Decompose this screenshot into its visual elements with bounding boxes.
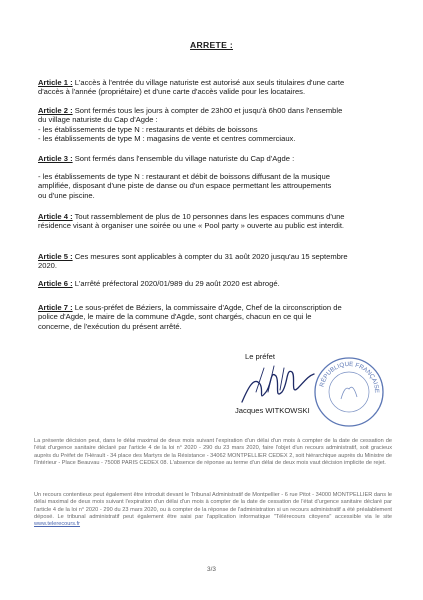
article-5 xyxy=(38,252,390,271)
article-4-label: Article 4 : xyxy=(38,212,73,221)
article-3-extra-line-3: ou d'une piscine. xyxy=(38,190,95,200)
article-7-line-3: concerne, de l'exécution du présent arrêté. xyxy=(38,321,182,331)
article-2-line-3: - les établissements de type N : restaurants et débits de boissons xyxy=(38,124,258,134)
article-2-line-2: du village naturiste du Cap d'Agde : xyxy=(38,115,158,125)
article-2-line-1: Sont fermés tous les jours à compter de 23h00 et jusqu'à 6h00 dans l'ensemble xyxy=(74,106,343,115)
signatory-name: Jacques WITKOWSKI xyxy=(235,406,310,415)
article-7-line-2: police d'Agde, le maire de la commune d'Agde, sont chargés, chacun en ce qui le xyxy=(38,312,312,322)
article-5-line-1: Ces mesures sont applicables à compter du 31 août 2020 jusqu'au 15 septembre xyxy=(74,252,348,261)
article-2-label: Article 2 : xyxy=(38,106,73,115)
article-1-line-1: L'accès à l'entrée du village naturiste est autorisé aux seuls titulaires d'une carte xyxy=(74,78,345,87)
document-title: ARRETE : xyxy=(190,40,233,50)
article-4 xyxy=(38,212,390,231)
article-6 xyxy=(38,279,390,288)
article-5-label: Article 5 : xyxy=(38,252,73,261)
stamp-text: RÉPUBLIQUE FRANÇAISE xyxy=(318,360,381,394)
article-2-line-4: - les établissements de type M : magasins de vente et centres commerciaux. xyxy=(38,134,296,144)
article-2 xyxy=(38,106,390,144)
appeal-notice-contentious-text: Un recours contentieux peut également être introduit devant le Tribunal Administratif de Montpellier - 6 rue Pitot - 34000 MONTPELLIER dans le délai maximal de deux mois suivant l'expiration d'un délai d'un mois à compter de la date de cessation de l'état d'urgence sanitaire déclaré par l'article 4 de la loi n° 2020 - 290 du 23 mars 2020, ou à compter de la réponse de l'administration si un recours administratif a été préalablement déposé. Le tribunal administratif peut également être saisi par l'application informatique "Télérecours citoyens" accessible via le site xyxy=(34,492,392,520)
article-7 xyxy=(38,303,390,331)
article-6-line-1: L'arrêté préfectoral 2020/01/989 du 29 août 2020 est abrogé. xyxy=(74,279,280,288)
appeal-notice-administrative: La présente décision peut, dans le délai maximal de deux mois suivant l'expiration d'un délai d'un mois à compter de la date de cessation de l'état d'urgence sanitaire déclaré par l'article 4 de la loi n° 2020 - 290 du 23 mars 2020, faire l'objet d'un recours administratif, soit gracieux auprès du Préfet de l'Hérault - 34 place des Martyrs de la Résistance - 34062 MONTPELLIER CEDEX 2, soit hiérarchique auprès du Ministre de l'Intérieur - Place Beauvau - 75008 PARIS CEDEX 08. L'absence de réponse au terme d'un délai de deux mois vaut décision implicite de rejet. xyxy=(34,438,392,466)
article-1-label: Article 1 : xyxy=(38,78,73,87)
article-3-extra-line-1: - les établissements de type N : restaurant et débit de boissons diffusant de la musique xyxy=(38,172,330,181)
page-number: 3/3 xyxy=(207,566,216,573)
appeal-notice-contentious xyxy=(34,492,392,528)
prefecture-stamp xyxy=(312,355,386,429)
article-3 xyxy=(38,154,390,163)
article-7-label: Article 7 : xyxy=(38,303,73,312)
signatory-title: Le préfet xyxy=(245,352,275,361)
article-3-label: Article 3 : xyxy=(38,154,73,163)
handwritten-signature xyxy=(238,362,318,410)
telerecours-link[interactable]: www.telerecours.fr xyxy=(34,521,81,528)
article-6-label: Article 6 : xyxy=(38,279,73,288)
article-1 xyxy=(38,78,390,97)
article-3-list xyxy=(38,172,390,200)
article-4-line-2: résidence visant à organiser une soirée ou une « Pool party » ouverte au public est interdit. xyxy=(38,221,345,231)
article-4-line-1: Tout rassemblement de plus de 10 personnes dans les espaces communs d'une xyxy=(74,212,345,221)
article-1-line-2: d'accès à l'année (propriétaire) et d'une carte d'accès valide pour les locataires. xyxy=(38,87,306,97)
article-3-extra-line-2: amplifiée, disposant d'une piste de danse ou d'un espace permettant les attroupements xyxy=(38,181,332,191)
article-3-line-1: Sont fermés dans l'ensemble du village naturiste du Cap d'Agde : xyxy=(74,154,295,163)
article-7-line-1: Le sous-préfet de Béziers, la commissaire d'Agde, Chef de la circonscription de xyxy=(74,303,342,312)
article-5-line-2: 2020. xyxy=(38,261,58,271)
